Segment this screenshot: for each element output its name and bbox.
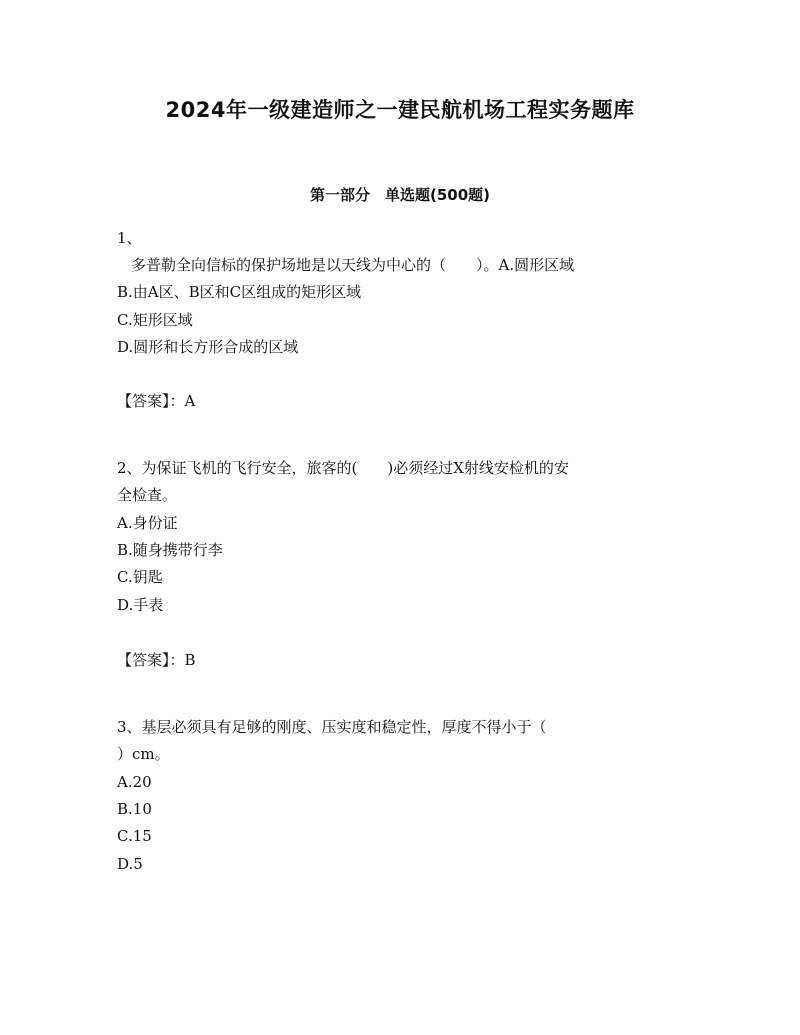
question-3-option-a: A.20 [117, 773, 152, 791]
document-title: 2024年一级建造师之一建民航机场工程实务题库 [165, 98, 635, 122]
question-2-stem-line-1: 2、为保证飞机的飞行安全，旅客的( )必须经过X射线安检机的安 [117, 459, 569, 477]
question-2-option-a: A.身份证 [117, 514, 178, 532]
question-1-option-b: B.由A区、B区和C区组成的矩形区域 [117, 283, 362, 301]
question-3-option-d: D.5 [117, 855, 143, 873]
question-2-option-d: D.手表 [117, 596, 164, 614]
question-1-number: 1、 [117, 229, 142, 247]
question-1-stem: 多普勒全向信标的保护场地是以天线为中心的（ ）。A.圆形区域 [131, 256, 575, 274]
question-1-option-d: D.圆形和长方形合成的区域 [117, 338, 299, 356]
question-2-answer: 【答案】：B [117, 651, 196, 669]
question-3-option-b: B.10 [117, 800, 152, 818]
question-3-stem-line-1: 3、基层必须具有足够的刚度、压实度和稳定性，厚度不得小于（ [117, 718, 547, 736]
section-heading: 第一部分 单选题(500题) [309, 186, 491, 204]
question-2-option-c: C.钥匙 [117, 568, 163, 586]
question-2-option-b: B.随身携带行李 [117, 541, 223, 559]
question-3-stem-line-2: ）cm。 [117, 745, 170, 763]
question-1-option-c: C.矩形区域 [117, 311, 193, 329]
question-1-answer: 【答案】：A [117, 392, 196, 410]
question-3-option-c: C.15 [117, 827, 152, 845]
question-2-stem-line-2: 全检查。 [117, 486, 178, 504]
